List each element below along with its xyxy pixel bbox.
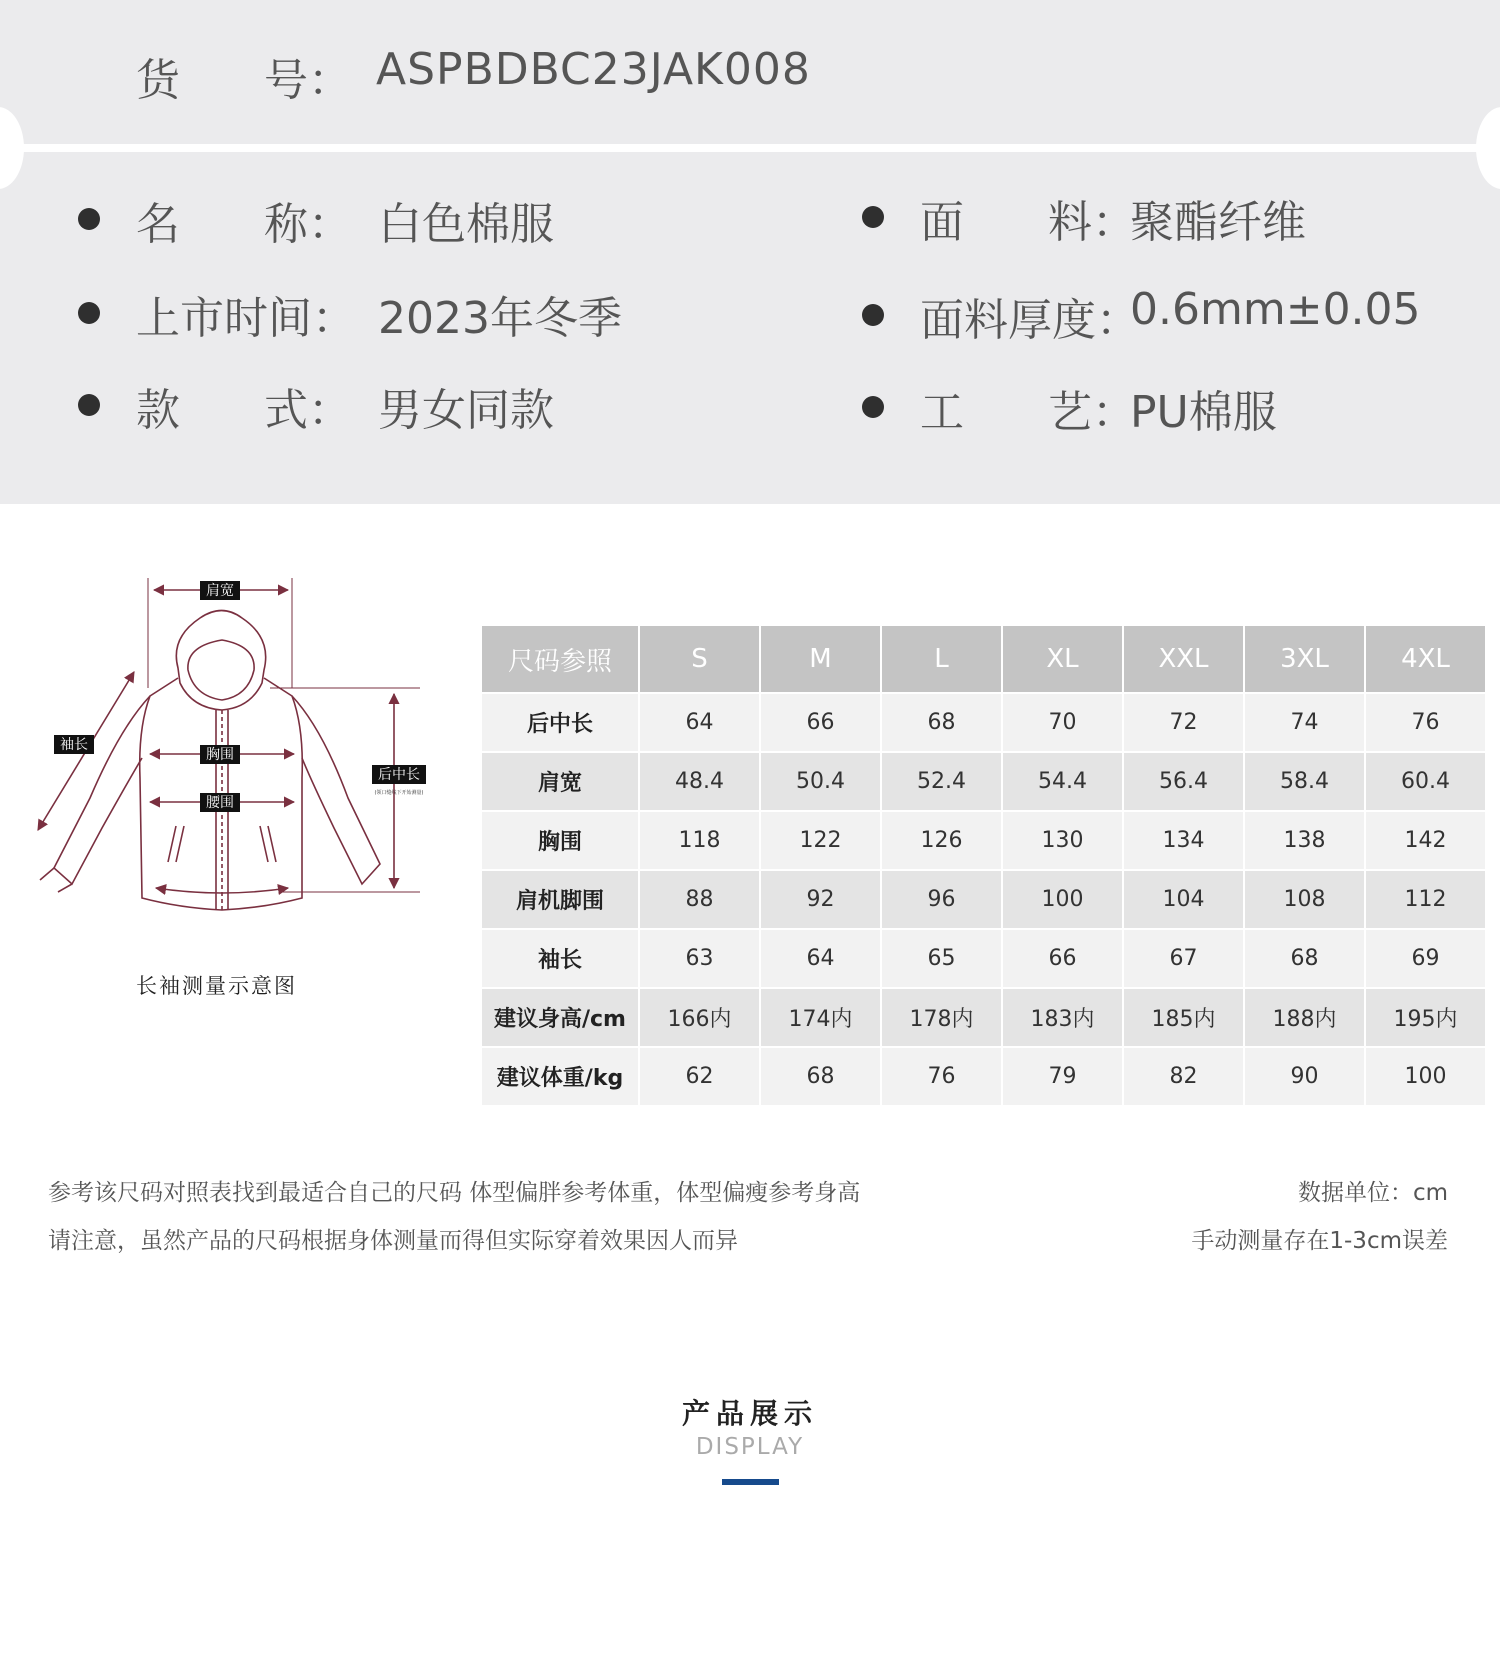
table-cell: 79 (1003, 1048, 1122, 1105)
size-header: M (761, 626, 880, 692)
table-cell: 62 (640, 1048, 759, 1105)
row-header: 肩宽 (482, 753, 638, 810)
table-cell: 130 (1003, 812, 1122, 869)
row-header: 胸围 (482, 812, 638, 869)
table-cell: 56.4 (1124, 753, 1243, 810)
hood-inner (188, 640, 254, 700)
table-cell: 100 (1366, 1048, 1485, 1105)
label-shoulder: 肩宽 (206, 583, 234, 599)
note-line-1: 参考该尺码对照表找到最适合自己的尺码 体型偏胖参考体重，体型偏瘦参考身高 (48, 1180, 861, 1206)
bullet-icon (862, 304, 884, 326)
table-cell: 66 (1003, 930, 1122, 987)
bullet-icon (78, 208, 100, 230)
table-cell: 178内 (882, 989, 1001, 1046)
table-cell: 76 (1366, 694, 1485, 751)
table-cell: 138 (1245, 812, 1364, 869)
table-cell: 64 (640, 694, 759, 751)
info-label: 面 (920, 197, 964, 248)
table-cell: 70 (1003, 694, 1122, 751)
info-name-row (78, 188, 678, 248)
label-chest: 胸围 (206, 747, 234, 763)
table-row (482, 753, 1485, 810)
info-value: 0.6mm±0.05 (1130, 284, 1421, 335)
bullet-icon (78, 302, 100, 324)
row-header: 后中长 (482, 694, 638, 751)
table-cell: 96 (882, 871, 1001, 928)
right-sleeve (292, 696, 380, 884)
table-cell: 69 (1366, 930, 1485, 987)
table-row (482, 871, 1485, 928)
table-cell: 126 (882, 812, 1001, 869)
table-cell: 64 (761, 930, 880, 987)
table-cell: 90 (1245, 1048, 1364, 1105)
label-back-length-note: (领口缝线下开始测量) (374, 790, 424, 796)
size-table (480, 624, 1487, 1107)
note-error: 手动测量存在1-3cm误差 (1191, 1228, 1448, 1254)
table-cell: 65 (882, 930, 1001, 987)
info-label: 面料厚度： (920, 295, 1140, 346)
pocket-right (260, 826, 276, 862)
table-cell: 118 (640, 812, 759, 869)
table-cell: 195内 (1366, 989, 1485, 1046)
table-cell: 88 (640, 871, 759, 928)
table-corner: 尺码参照 (482, 626, 638, 692)
label-back-length: 后中长 (378, 767, 420, 783)
size-header: XXL (1124, 626, 1243, 692)
info-craft-row (862, 376, 1482, 436)
table-row (482, 1048, 1485, 1105)
info-release-row (78, 282, 678, 342)
table-cell: 52.4 (882, 753, 1001, 810)
display-subtitle: DISPLAY (695, 1434, 805, 1460)
size-header: XL (1003, 626, 1122, 692)
info-label: 款 (136, 385, 180, 436)
table-cell: 74 (1245, 694, 1364, 751)
info-label: 名 (136, 199, 180, 250)
info-label: 上市时间： (136, 293, 356, 344)
info-label-2: 称： (264, 199, 352, 250)
info-label: 工 (920, 387, 964, 438)
label-waist: 腰围 (206, 795, 234, 811)
info-value: 聚酯纤维 (1130, 197, 1306, 248)
info-style-row (78, 374, 678, 434)
info-label-2: 艺： (1048, 387, 1136, 438)
size-header: 4XL (1366, 626, 1485, 692)
table-cell: 76 (882, 1048, 1001, 1105)
table-cell: 66 (761, 694, 880, 751)
table-cell: 60.4 (1366, 753, 1485, 810)
display-accent-bar (722, 1479, 779, 1485)
info-value: 2023年冬季 (378, 293, 622, 344)
table-cell: 122 (761, 812, 880, 869)
table-row (482, 812, 1485, 869)
info-value: PU棉服 (1130, 387, 1277, 438)
size-header: S (640, 626, 759, 692)
row-header: 建议体重/kg (482, 1048, 638, 1105)
table-cell: 183内 (1003, 989, 1122, 1046)
diagram-caption: 长袖测量示意图 (136, 974, 297, 998)
table-cell: 108 (1245, 871, 1364, 928)
table-cell: 54.4 (1003, 753, 1122, 810)
row-header: 肩机脚围 (482, 871, 638, 928)
table-cell: 92 (761, 871, 880, 928)
table-cell: 82 (1124, 1048, 1243, 1105)
table-cell: 174内 (761, 989, 880, 1046)
jacket-measurement-diagram (10, 578, 450, 998)
table-cell: 63 (640, 930, 759, 987)
info-label-2: 式： (264, 385, 352, 436)
table-cell: 68 (1245, 930, 1364, 987)
table-cell: 72 (1124, 694, 1243, 751)
pocket-left (168, 826, 184, 862)
table-row (482, 694, 1485, 751)
row-header: 建议身高/cm (482, 989, 638, 1046)
table-cell: 166内 (640, 989, 759, 1046)
table-cell: 142 (1366, 812, 1485, 869)
note-unit: 数据单位：cm (1297, 1180, 1448, 1206)
note-line-2: 请注意，虽然产品的尺码根据身体测量而得但实际穿着效果因人而异 (48, 1228, 738, 1254)
info-label-2: 料： (1048, 197, 1136, 248)
size-table-header (482, 626, 1485, 692)
row-header: 袖长 (482, 930, 638, 987)
bullet-icon (78, 394, 100, 416)
table-cell: 48.4 (640, 753, 759, 810)
info-thickness-row (862, 284, 1482, 344)
table-cell: 100 (1003, 871, 1122, 928)
table-row (482, 930, 1485, 987)
size-header: L (882, 626, 1001, 692)
table-cell: 68 (761, 1048, 880, 1105)
table-cell: 134 (1124, 812, 1243, 869)
size-header: 3XL (1245, 626, 1364, 692)
info-fabric-row (862, 186, 1482, 246)
info-value: 男女同款 (378, 385, 554, 436)
label-sleeve: 袖长 (60, 737, 88, 753)
table-cell: 112 (1366, 871, 1485, 928)
sku-value: ASPBDBC23JAK008 (376, 44, 811, 95)
table-cell: 68 (882, 694, 1001, 751)
bullet-icon (862, 396, 884, 418)
table-row (482, 989, 1485, 1046)
table-cell: 50.4 (761, 753, 880, 810)
display-title: 产品展示 (681, 1397, 818, 1430)
info-value: 白色棉服 (378, 199, 554, 250)
table-cell: 188内 (1245, 989, 1364, 1046)
bullet-icon (862, 206, 884, 228)
table-cell: 67 (1124, 930, 1243, 987)
table-cell: 58.4 (1245, 753, 1364, 810)
table-cell: 185内 (1124, 989, 1243, 1046)
table-cell: 104 (1124, 871, 1243, 928)
